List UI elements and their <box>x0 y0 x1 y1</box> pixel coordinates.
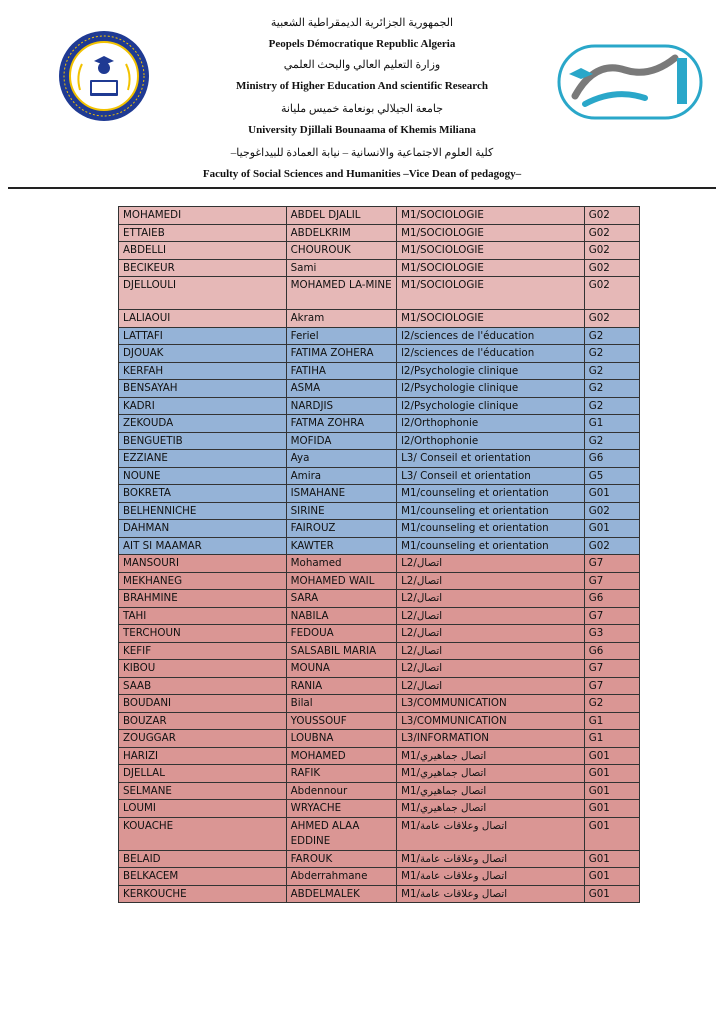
student-group: G02 <box>584 207 639 225</box>
table-row <box>119 712 640 730</box>
student-level: M1/اتصال جماهيري <box>397 765 585 783</box>
student-level: M1/SOCIOLOGIE <box>397 224 585 242</box>
student-level: l2/sciences de l'éducation <box>397 327 585 345</box>
student-last-name: DJOUAK <box>119 345 287 363</box>
student-first-name: WRYACHE <box>286 800 396 818</box>
letterhead <box>0 0 724 190</box>
student-level: l2/Orthophonie <box>397 432 585 450</box>
student-group: G2 <box>584 397 639 415</box>
student-level: M1/SOCIOLOGIE <box>397 242 585 260</box>
student-last-name: BRAHMINE <box>119 590 287 608</box>
student-last-name: ZOUGGAR <box>119 730 287 748</box>
student-group: G01 <box>584 800 639 818</box>
student-last-name: KIBOU <box>119 660 287 678</box>
header-english-faculty: Faculty of Social Sciences and Humanities –Vice Dean of pedagogy– <box>202 168 522 180</box>
table-row <box>119 380 640 398</box>
header-arabic-ministry: وزارة التعليم العالي والبحث العلمي <box>283 59 441 71</box>
student-last-name: ABDELLI <box>119 242 287 260</box>
student-last-name: ZEKOUDA <box>119 415 287 433</box>
student-level: L2/اتصال <box>397 555 585 573</box>
student-group: G2 <box>584 380 639 398</box>
table-row <box>119 555 640 573</box>
student-group: G01 <box>584 817 639 850</box>
table-row <box>119 224 640 242</box>
student-first-name: Abdennour <box>286 782 396 800</box>
student-first-name: FATIMA ZOHERA <box>286 345 396 363</box>
header-english-republic: Peopels Démocratique Republic Algeria <box>268 38 456 50</box>
table-row <box>119 607 640 625</box>
student-level: L2/اتصال <box>397 572 585 590</box>
table-row <box>119 362 640 380</box>
student-first-name: Amira <box>286 467 396 485</box>
student-last-name: TAHI <box>119 607 287 625</box>
student-last-name: KOUACHE <box>119 817 287 850</box>
table-row <box>119 572 640 590</box>
student-first-name: MOHAMED LA-MINE <box>286 277 396 310</box>
student-first-name: FATMA ZOHRA <box>286 415 396 433</box>
student-first-name: KAWTER <box>286 537 396 555</box>
student-first-name: SALSABIL MARIA <box>286 642 396 660</box>
student-last-name: KERKOUCHE <box>119 885 287 903</box>
student-level: L2/اتصال <box>397 607 585 625</box>
table-row <box>119 450 640 468</box>
student-group: G01 <box>584 765 639 783</box>
student-level: L2/اتصال <box>397 660 585 678</box>
table-row <box>119 415 640 433</box>
student-group: G01 <box>584 485 639 503</box>
student-first-name: Mohamed <box>286 555 396 573</box>
student-group: G01 <box>584 885 639 903</box>
student-first-name: ISMAHANE <box>286 485 396 503</box>
student-group: G7 <box>584 572 639 590</box>
table-row <box>119 207 640 225</box>
header-arabic-university: جامعة الجيلالي بونعامة خميس مليانة <box>280 103 444 115</box>
table-row <box>119 660 640 678</box>
student-first-name: FAROUK <box>286 850 396 868</box>
student-level: L2/اتصال <box>397 677 585 695</box>
student-group: G01 <box>584 868 639 886</box>
student-level: M1/SOCIOLOGIE <box>397 207 585 225</box>
student-group: G7 <box>584 660 639 678</box>
student-group: G7 <box>584 607 639 625</box>
table-row <box>119 259 640 277</box>
student-first-name: Bilal <box>286 695 396 713</box>
student-last-name: EZZIANE <box>119 450 287 468</box>
student-level: M1/اتصال جماهيري <box>397 747 585 765</box>
student-level: l2/Psychologie clinique <box>397 397 585 415</box>
student-last-name: KERFAH <box>119 362 287 380</box>
student-last-name: NOUNE <box>119 467 287 485</box>
table-row <box>119 310 640 328</box>
student-first-name: ABDELMALEK <box>286 885 396 903</box>
student-group: G6 <box>584 450 639 468</box>
student-level: L2/اتصال <box>397 642 585 660</box>
student-last-name: TERCHOUN <box>119 625 287 643</box>
student-group: G01 <box>584 782 639 800</box>
student-group: G2 <box>584 345 639 363</box>
student-group: G02 <box>584 277 639 310</box>
student-level: M1/اتصال وعلاقات عامة <box>397 885 585 903</box>
table-row <box>119 782 640 800</box>
student-group: G02 <box>584 224 639 242</box>
student-group: G1 <box>584 730 639 748</box>
student-group: G3 <box>584 625 639 643</box>
student-first-name: YOUSSOUF <box>286 712 396 730</box>
student-last-name: SELMANE <box>119 782 287 800</box>
table-row <box>119 730 640 748</box>
student-level: M1/اتصال جماهيري <box>397 782 585 800</box>
student-group: G2 <box>584 362 639 380</box>
table-row <box>119 277 640 310</box>
student-first-name: Aya <box>286 450 396 468</box>
student-group: G02 <box>584 259 639 277</box>
table-row <box>119 642 640 660</box>
student-last-name: BOKRETA <box>119 485 287 503</box>
student-level: M1/اتصال وعلاقات عامة <box>397 850 585 868</box>
table-row <box>119 502 640 520</box>
student-first-name: MOFIDA <box>286 432 396 450</box>
header-arabic-republic: الجمهورية الجزائرية الديمقراطية الشعبية <box>270 17 454 29</box>
student-last-name: KEFIF <box>119 642 287 660</box>
student-last-name: BECIKEUR <box>119 259 287 277</box>
student-last-name: LALIAOUI <box>119 310 287 328</box>
student-level: l2/Orthophonie <box>397 415 585 433</box>
student-last-name: BELHENNICHE <box>119 502 287 520</box>
table-row <box>119 327 640 345</box>
student-last-name: SAAB <box>119 677 287 695</box>
student-first-name: MOUNA <box>286 660 396 678</box>
student-first-name: MOHAMED WAIL <box>286 572 396 590</box>
table-row <box>119 800 640 818</box>
student-first-name: RAFIK <box>286 765 396 783</box>
student-first-name: NABILA <box>286 607 396 625</box>
student-group: G02 <box>584 310 639 328</box>
student-first-name: ASMA <box>286 380 396 398</box>
university-logo <box>555 40 705 122</box>
student-group: G6 <box>584 590 639 608</box>
header-arabic-faculty: كلية العلوم الاجتماعية والانسانية – نيابة العمادة للبيداغوجيا– <box>230 147 494 159</box>
student-last-name: BELAID <box>119 850 287 868</box>
student-first-name: CHOUROUK <box>286 242 396 260</box>
student-level: L2/اتصال <box>397 590 585 608</box>
student-first-name: FEDOUA <box>286 625 396 643</box>
student-last-name: AIT SI MAAMAR <box>119 537 287 555</box>
student-group: G2 <box>584 695 639 713</box>
student-last-name: DAHMAN <box>119 520 287 538</box>
student-group: G01 <box>584 520 639 538</box>
student-level: M1/SOCIOLOGIE <box>397 310 585 328</box>
student-first-name: FATIHA <box>286 362 396 380</box>
student-first-name: ABDEL DJALIL <box>286 207 396 225</box>
student-group: G6 <box>584 642 639 660</box>
table-row <box>119 695 640 713</box>
table-row <box>119 625 640 643</box>
student-level: l2/Psychologie clinique <box>397 380 585 398</box>
student-level: M1/SOCIOLOGIE <box>397 277 585 310</box>
header-english-ministry: Ministry of Higher Education And scientific Research <box>236 80 488 92</box>
student-last-name: LATTAFI <box>119 327 287 345</box>
student-first-name: NARDJIS <box>286 397 396 415</box>
student-group: G1 <box>584 712 639 730</box>
table-row <box>119 677 640 695</box>
student-group: G02 <box>584 242 639 260</box>
student-first-name: RANIA <box>286 677 396 695</box>
student-first-name: LOUBNA <box>286 730 396 748</box>
student-last-name: BENGUETIB <box>119 432 287 450</box>
table-row <box>119 590 640 608</box>
student-last-name: BENSAYAH <box>119 380 287 398</box>
student-last-name: HARIZI <box>119 747 287 765</box>
student-first-name: Sami <box>286 259 396 277</box>
table-row <box>119 345 640 363</box>
student-last-name: LOUMI <box>119 800 287 818</box>
student-group: G5 <box>584 467 639 485</box>
table-row <box>119 537 640 555</box>
student-last-name: MOHAMEDI <box>119 207 287 225</box>
table-row <box>119 747 640 765</box>
student-last-name: BOUZAR <box>119 712 287 730</box>
student-level: l2/sciences de l'éducation <box>397 345 585 363</box>
student-first-name: FAIROUZ <box>286 520 396 538</box>
table-row <box>119 242 640 260</box>
student-level: M1/اتصال جماهيري <box>397 800 585 818</box>
student-level: M1/اتصال وعلاقات عامة <box>397 868 585 886</box>
student-last-name: BOUDANI <box>119 695 287 713</box>
table-row <box>119 817 640 850</box>
student-last-name: DJELLOULI <box>119 277 287 310</box>
table-row <box>119 885 640 903</box>
table-row <box>119 467 640 485</box>
student-list-table <box>118 206 640 903</box>
student-first-name: ABDELKRIM <box>286 224 396 242</box>
student-first-name: Feriel <box>286 327 396 345</box>
student-first-name: AHMED ALAA EDDINE <box>286 817 396 850</box>
student-level: M1/counseling et orientation <box>397 502 585 520</box>
student-level: M1/اتصال وعلاقات عامة <box>397 817 585 850</box>
student-last-name: ETTAIEB <box>119 224 287 242</box>
student-last-name: MANSOURI <box>119 555 287 573</box>
student-group: G2 <box>584 432 639 450</box>
student-level: L3/COMMUNICATION <box>397 695 585 713</box>
student-level: M1/counseling et orientation <box>397 520 585 538</box>
student-first-name: Akram <box>286 310 396 328</box>
student-level: L3/COMMUNICATION <box>397 712 585 730</box>
table-row <box>119 485 640 503</box>
student-last-name: MEKHANEG <box>119 572 287 590</box>
student-level: M1/counseling et orientation <box>397 537 585 555</box>
student-level: L3/ Conseil et orientation <box>397 467 585 485</box>
student-level: M1/counseling et orientation <box>397 485 585 503</box>
student-first-name: SIRINE <box>286 502 396 520</box>
student-list-body <box>119 207 640 903</box>
student-level: L3/ Conseil et orientation <box>397 450 585 468</box>
table-row <box>119 850 640 868</box>
student-level: L2/اتصال <box>397 625 585 643</box>
table-row <box>119 432 640 450</box>
student-group: G2 <box>584 327 639 345</box>
table-row <box>119 765 640 783</box>
student-last-name: BELKACEM <box>119 868 287 886</box>
student-first-name: SARA <box>286 590 396 608</box>
student-last-name: DJELLAL <box>119 765 287 783</box>
header-english-university: University Djillali Bounaama of Khemis Miliana <box>248 124 476 136</box>
table-row <box>119 520 640 538</box>
student-first-name: MOHAMED <box>286 747 396 765</box>
student-group: G02 <box>584 502 639 520</box>
student-group: G1 <box>584 415 639 433</box>
table-row <box>119 397 640 415</box>
student-group: G7 <box>584 677 639 695</box>
student-level: M1/SOCIOLOGIE <box>397 259 585 277</box>
student-first-name: Abderrahmane <box>286 868 396 886</box>
student-group: G01 <box>584 850 639 868</box>
student-level: L3/INFORMATION <box>397 730 585 748</box>
header-divider <box>8 187 716 189</box>
student-group: G01 <box>584 747 639 765</box>
student-group: G7 <box>584 555 639 573</box>
student-level: l2/Psychologie clinique <box>397 362 585 380</box>
student-last-name: KADRI <box>119 397 287 415</box>
student-group: G02 <box>584 537 639 555</box>
table-row <box>119 868 640 886</box>
